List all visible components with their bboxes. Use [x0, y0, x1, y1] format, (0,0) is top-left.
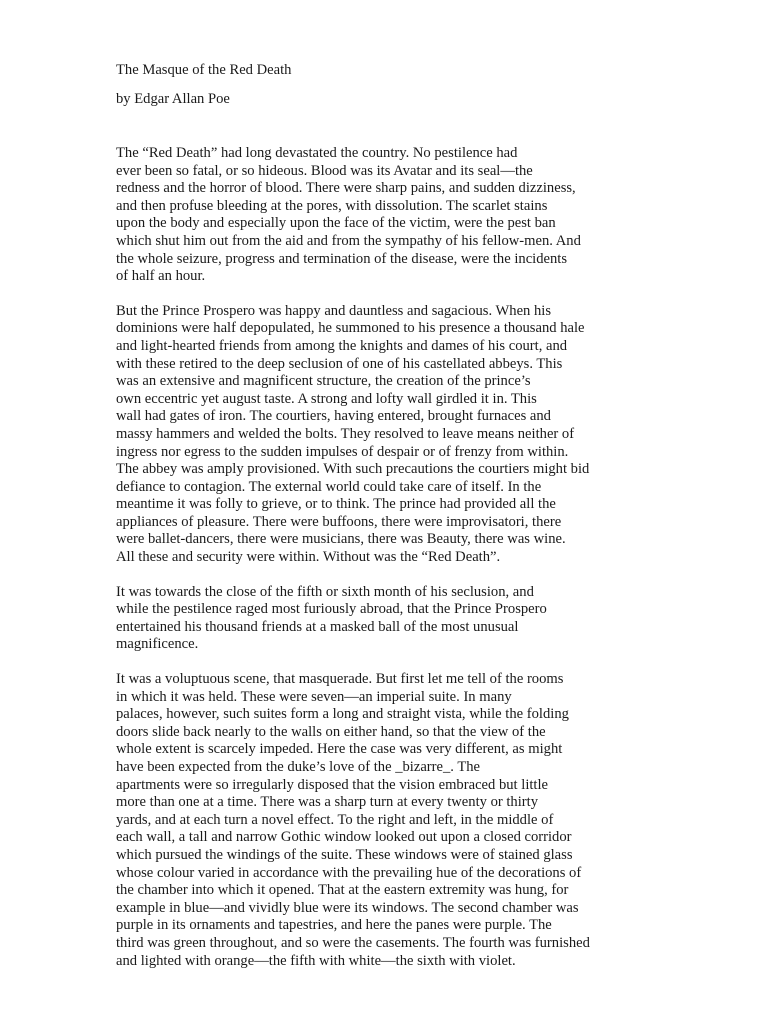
text-line: have been expected from the duke’s love of the _bizarre_. The — [116, 759, 481, 775]
text-line: which pursued the windings of the suite. These windows were of stained glass — [116, 846, 573, 863]
text-line: whole extent is scarcely impeded. Here the case was very different, as might — [116, 741, 563, 758]
text-line: But the Prince Prospero was happy and dauntless and sagacious. When his — [116, 302, 552, 319]
text-line: in which it was held. These were seven—an imperial suite. In many — [116, 688, 512, 705]
text-line: ever been so fatal, or so hideous. Blood was its Avatar and its seal—the — [116, 162, 533, 179]
text-line: of half an hour. — [116, 268, 206, 285]
text-line: redness and the horror of blood. There were sharp pains, and sudden dizziness, — [116, 180, 576, 197]
text-line: meantime it was folly to grieve, or to think. The prince had provided all the — [116, 496, 556, 513]
paragraph — [116, 584, 586, 654]
text-line: It was towards the close of the fifth or sixth month of his seclusion, and — [116, 583, 534, 600]
text-line: were ballet-dancers, there were musicians, there was Beauty, there was wine. — [116, 531, 566, 548]
text-line: palaces, however, such suites form a long and straight vista, while the folding — [116, 706, 569, 723]
text-line: was an extensive and magnificent structure, the creation of the prince’s — [116, 373, 531, 390]
paragraph — [116, 145, 586, 286]
text-line: upon the body and especially upon the face of the victim, were the pest ban — [116, 215, 556, 232]
text-line: each wall, a tall and narrow Gothic window looked out upon a closed corridor — [116, 829, 572, 846]
text-line: The “Red Death” had long devastated the country. No pestilence had — [116, 145, 518, 161]
text-line: massy hammers and welded the bolts. They resolved to leave means neither of — [116, 425, 575, 442]
text-line: the chamber into which it opened. That at the eastern extremity was hung, for — [116, 882, 569, 899]
document-author: by Edgar Allan Poe — [116, 91, 230, 107]
text-line: own eccentric yet august taste. A strong and lofty wall girdled it in. This — [116, 390, 537, 407]
text-line: third was green throughout, and so were the casements. The fourth was furnished — [116, 934, 590, 951]
text-line: entertained his thousand friends at a masked ball of the most unusual — [116, 618, 519, 635]
document-title: The Masque of the Red Death — [116, 62, 292, 78]
text-line: It was a voluptuous scene, that masquerade. But first let me tell of the rooms — [116, 671, 564, 688]
text-line: example in blue—and vividly blue were its windows. The second chamber was — [116, 899, 579, 916]
paragraph — [116, 671, 590, 970]
text-line: appliances of pleasure. There were buffoons, there were improvisatori, there — [116, 513, 562, 530]
text-line: magnificence. — [116, 636, 199, 653]
text-line: more than one at a time. There was a sharp turn at every twenty or thirty — [116, 794, 538, 811]
document-page — [116, 59, 590, 987]
text-line: ingress nor egress to the sudden impulses of despair or of frenzy from within. — [116, 443, 569, 460]
text-line: whose colour varied in accordance with the prevailing hue of the decorations of — [116, 864, 582, 881]
text-line: and lighted with orange—the fifth with white—the sixth with violet. — [116, 952, 516, 969]
text-line: dominions were half depopulated, he summoned to his presence a thousand hale — [116, 320, 585, 337]
document-body — [116, 145, 590, 970]
text-line: and then profuse bleeding at the pores, with dissolution. The scarlet stains — [116, 197, 548, 214]
paragraph — [116, 302, 590, 567]
text-line: the whole seizure, progress and termination of the disease, were the incidents — [116, 250, 568, 267]
text-line: purple in its ornaments and tapestries, and here the panes were purple. The — [116, 917, 552, 934]
text-line: which shut him out from the aid and from the sympathy of his fellow-men. And — [116, 232, 581, 249]
text-line: The abbey was amply provisioned. With such precautions the courtiers might bid — [116, 461, 590, 478]
text-line: defiance to contagion. The external world could take care of itself. In the — [116, 478, 542, 495]
text-line: and light-hearted friends from among the knights and dames of his court, and — [116, 337, 568, 354]
text-line: while the pestilence raged most furiously abroad, that the Prince Prospero — [116, 601, 547, 618]
text-line: apartments were so irregularly disposed that the vision embraced but little — [116, 776, 549, 793]
text-line: doors slide back nearly to the walls on either hand, so that the view of the — [116, 723, 546, 740]
text-line: with these retired to the deep seclusion of one of his castellated abbeys. This — [116, 355, 563, 372]
text-line: wall had gates of iron. The courtiers, having entered, brought furnaces and — [116, 408, 551, 425]
text-line: All these and security were within. Without was the “Red Death”. — [116, 549, 501, 566]
text-line: yards, and at each turn a novel effect. To the right and left, in the middle of — [116, 811, 554, 828]
